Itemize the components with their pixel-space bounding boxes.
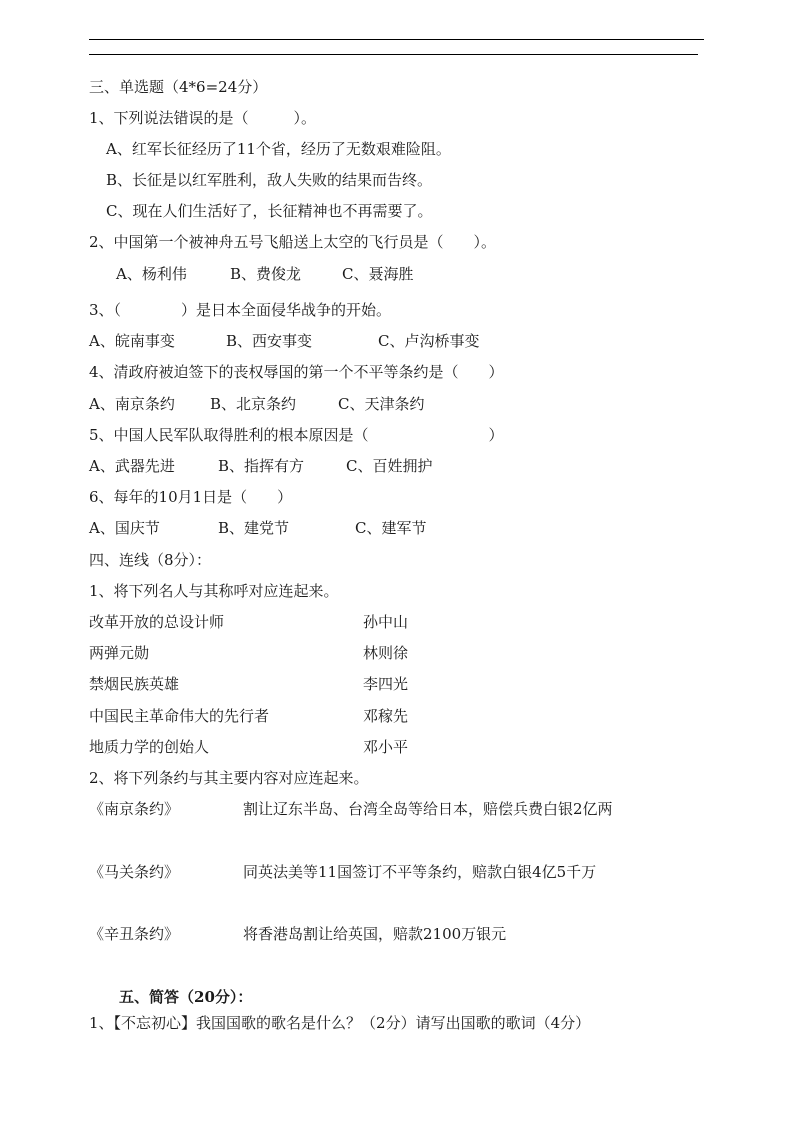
matching-2-left-item: 《马关条约》 [89, 863, 180, 881]
q6-option-c: C、建军节 [355, 519, 427, 537]
matching-2-stem: 2、将下列条约与其主要内容对应连起来。 [89, 769, 369, 787]
q5-option-a: A、武器先进 [89, 457, 175, 475]
q4-option-c: C、天津条约 [338, 395, 425, 413]
matching-1-right-item: 林则徐 [363, 644, 409, 662]
q5-option-c: C、百姓拥护 [346, 457, 433, 475]
q4-stem: 4、清政府被迫签下的丧权辱国的第一个不平等条约是（ ） [89, 363, 504, 381]
q3-option-a: A、皖南事变 [89, 332, 175, 350]
matching-1-right-item: 李四光 [363, 675, 409, 693]
q6-option-a: A、国庆节 [89, 519, 160, 537]
q2-option-c: C、聂海胜 [342, 265, 414, 283]
section-4-title: 四、连线（8分）： [89, 551, 212, 569]
matching-1-left-item: 中国民主革命伟大的先行者 [89, 707, 270, 725]
q1-option-a: A、红军长征经历了11个省，经历了无数艰难险阻。 [106, 140, 451, 158]
q1-option-c: C、现在人们生活好了，长征精神也不再需要了。 [106, 202, 433, 220]
q6-option-b: B、建党节 [218, 519, 290, 537]
matching-2-right-item: 将香港岛割让给英国，赔款2100万银元 [243, 925, 507, 943]
matching-1-stem: 1、将下列名人与其称呼对应连起来。 [89, 582, 339, 600]
section-5-title: 五、简答（20分）： [119, 988, 253, 1006]
q2-option-b: B、费俊龙 [230, 265, 302, 283]
q4-option-b: B、北京条约 [210, 395, 297, 413]
matching-1-left-item: 地质力学的创始人 [89, 738, 210, 756]
q5-option-b: B、指挥有方 [218, 457, 305, 475]
q6-stem: 6、每年的10月1日是（ ） [89, 488, 293, 506]
matching-1-right-item: 孙中山 [363, 613, 409, 631]
matching-1-left-item: 禁烟民族英雄 [89, 675, 180, 693]
q3-option-b: B、西安事变 [226, 332, 313, 350]
short-answer-1: 1、【不忘初心】我国国歌的歌名是什么？（2分）请写出国歌的歌词（4分） [89, 1014, 591, 1032]
matching-2-right-item: 割让辽东半岛、台湾全岛等给日本，赔偿兵费白银2亿两 [243, 800, 613, 818]
q4-option-a: A、南京条约 [89, 395, 175, 413]
matching-2-left-item: 《辛丑条约》 [89, 925, 180, 943]
matching-2-right-item: 同英法美等11国签订不平等条约，赔款白银4亿5千万 [243, 863, 597, 881]
matching-1-left-item: 改革开放的总设计师 [89, 613, 225, 631]
header-rule-top [89, 39, 704, 40]
section-3-title: 三、单选题（4*6=24分） [89, 78, 268, 96]
q3-option-c: C、卢沟桥事变 [378, 332, 480, 350]
header-rule-bottom [89, 54, 698, 55]
matching-1-left-item: 两弹元勋 [89, 644, 150, 662]
matching-1-right-item: 邓小平 [363, 738, 409, 756]
q2-option-a: A、杨利伟 [116, 265, 187, 283]
q3-stem: 3、（ ）是日本全面侵华战争的开始。 [89, 301, 392, 319]
q2-stem: 2、中国第一个被神舟五号飞船送上太空的飞行员是（ ）。 [89, 233, 497, 251]
q1-option-b: B、长征是以红军胜利，敌人失败的结果而告终。 [106, 171, 433, 189]
q5-stem: 5、中国人民军队取得胜利的根本原因是（ ） [89, 426, 504, 444]
matching-1-right-item: 邓稼先 [363, 707, 409, 725]
matching-2-left-item: 《南京条约》 [89, 800, 180, 818]
q1-stem: 1、下列说法错误的是（ ）。 [89, 109, 317, 127]
